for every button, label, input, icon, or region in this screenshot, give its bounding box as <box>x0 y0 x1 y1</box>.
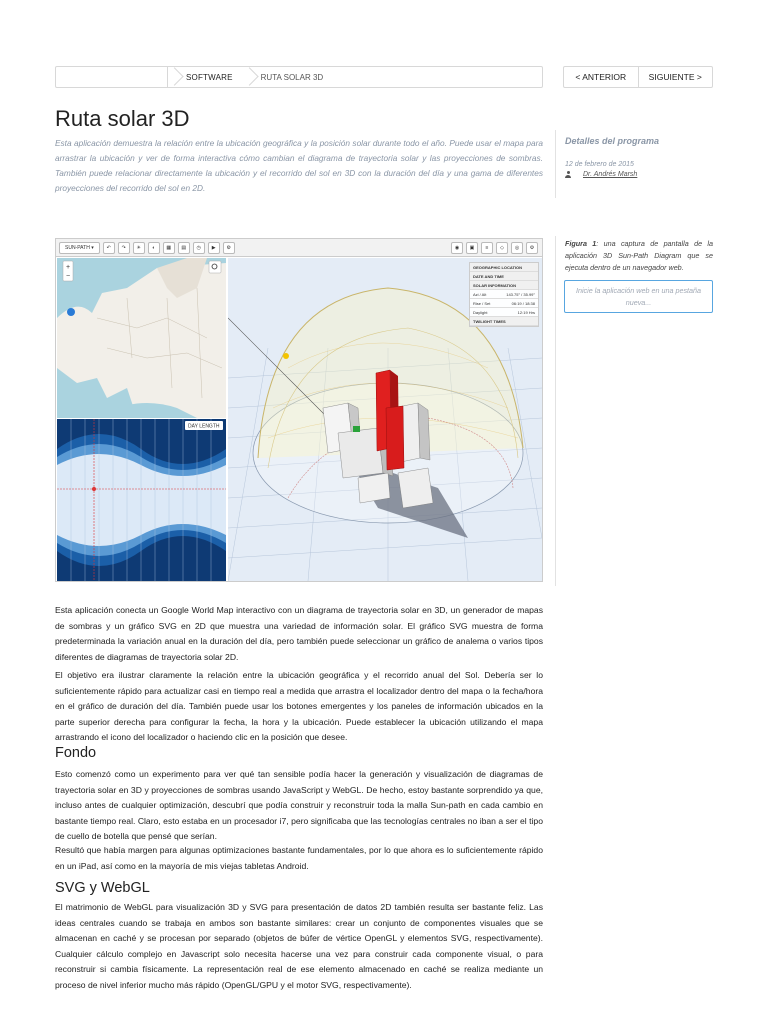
paragraph: Resultó que había margen para algunas optimizaciones bastante fundamentales, por lo que ahora es lo suficientemente rápido en un iPad, así como en la mayoría de mis viejas tabletas Android. <box>55 845 543 871</box>
camera-icon[interactable]: ▣ <box>466 242 478 254</box>
view-icon[interactable]: ◇ <box>496 242 508 254</box>
day-length-chart[interactable] <box>57 419 226 581</box>
undo-icon[interactable]: ↶ <box>103 242 115 254</box>
panel-geographic-location[interactable]: GEOGRAPHIC LOCATION <box>470 263 538 272</box>
globe-icon[interactable]: ◎ <box>511 242 523 254</box>
day-length-graphic <box>57 419 226 581</box>
launch-app-button[interactable]: Inicie la aplicación web en una pestaña nueva... <box>564 280 713 313</box>
panel-row-label: Daylight <box>473 309 488 315</box>
intro-text: Esta aplicación demuestra la relación entre la ubicación geográfica y la posición solar durante todo el año. Puede usar el mapa para arrastrar la ubicación y ver de forma interactiva cómo cambian el diagrama de trayectoria solar y las proyecciones de sombras. También puede relacionar directamente la ubicación y el recorrido del sol en 3D con la duración del día y una gama de diferentes proyecciones del recorrido del sol en 2D. <box>55 138 543 193</box>
panel-twilight-times[interactable]: TWILIGHT TIMES <box>470 317 538 326</box>
panel-row-value: 06:19 / 18:38 <box>511 300 535 306</box>
breadcrumb-item-current: RUTA SOLAR 3D <box>260 72 324 82</box>
author-line <box>565 171 637 178</box>
sun-marker-icon[interactable] <box>283 353 289 359</box>
location-marker-icon[interactable] <box>67 308 75 316</box>
figure-caption-text: : una captura de pantalla de la aplicación 3D Sun-Path Diagram que se ejecuta dentro de un navegador web. <box>565 239 713 273</box>
grid-icon[interactable]: ▦ <box>163 242 175 254</box>
next-button[interactable]: SIGUIENTE > <box>638 67 713 87</box>
breadcrumb-separator <box>243 66 251 88</box>
prev-button[interactable]: < ANTERIOR <box>575 72 627 82</box>
day-length-label: DAY LENGTH <box>188 423 220 430</box>
sidebar-divider <box>555 130 556 198</box>
paragraph: Esta aplicación conecta un Google World Map interactivo con un diagrama de trayectoria solar en 3D, un generador de mapas de sombras y un gráfico SVG en 2D que muestra una variedad de información solar. El gráfico SVG muestra de forma predeterminada la variación anual en la duración del día, pero también puede seleccionar un gráfico de analema o varios tipos diferentes de diagramas de trayectoria solar 2D. <box>55 605 543 662</box>
svg-text:−: − <box>66 273 71 280</box>
map-graphic <box>57 258 226 418</box>
app-screenshot <box>55 238 543 582</box>
layers-icon[interactable]: ≡ <box>481 242 493 254</box>
view-toolbar <box>451 242 538 254</box>
paragraph: El matrimonio de WebGL para visualización 3D y SVG para presentación de datos 2D también resulta ser bastante feliz. Las ideas centrales cuando se trabaja en ambos son bastante similares: crear un conjunto de componentes visuales que se almacenan en caché y se procesan por separado (objetos de búfer de vértice OpenGL y elementos SVG, respectivamente). Cualquier cálculo complejo en Javascript solo necesita hacerse una vez para construir cada componente visual, o para reconstruir si cambia físicamente. La representación real de ese elemento almacenado en caché se realiza mediante un proceso de nivel inferior mucho más rápido (OpenGL/GPU y el motor SVG, respectivamente). <box>55 902 543 990</box>
eye-icon[interactable]: ◉ <box>451 242 463 254</box>
calendar-icon[interactable]: ▤ <box>178 242 190 254</box>
panel-row-label: Azi / Alt <box>473 291 487 297</box>
figure-caption <box>565 238 713 275</box>
settings-icon[interactable]: ⚙ <box>223 242 235 254</box>
paragraph: Esto comenzó como un experimento para ver qué tan sensible podía hacer la generación y visualización de diagramas de trayectoria solar en 3D y proyecciones de sombras usando JavaScript y WebGL. De hecho, estoy bastante sorprendido ya que, incluso antes de cualquier optimización, descubrí que podía construir y reconstruir toda la malla Sun-path en cada cambio en bastante tiempo real. Claro, esto estaba en un procesador i7, pero significaba que las tecnologías centrales no iban a ser el tipo de cuello de botella que pensé que serían. <box>55 769 543 841</box>
publish-date: 12 de febrero de 2015 <box>565 161 634 168</box>
breadcrumb-home[interactable] <box>56 67 168 87</box>
breadcrumb-separator <box>168 66 176 88</box>
sunpath-3d-view[interactable] <box>228 258 542 581</box>
options-icon[interactable]: ⚙ <box>526 242 538 254</box>
sunpath-menu-button[interactable]: SUN-PATH ▾ <box>59 242 100 254</box>
pager <box>563 66 713 88</box>
sun-icon[interactable]: ☀ <box>133 242 145 254</box>
world-map[interactable] <box>57 258 226 418</box>
green-building-icon <box>353 426 360 432</box>
paragraph: El objetivo era ilustrar claramente la relación entre la ubicación geográfica y el recorrido anual del Sol. Debería ser lo suficientemente rápido para actualizar casi en tiempo real a medida que arrastra el localizador dentro del mapa o la fecha/hora en el gráfico de duración del día. También puede usar los botones emergentes y los paneles de información ubicados en la parte superior derecha para configurar la fecha, la hora y la ubicación. Puede establecer la ubicación utilizando el mapa arrastrando el icono del localizador o haciendo clic en la posición que desee. <box>55 670 543 742</box>
page-title: Ruta solar 3D <box>55 106 190 131</box>
panel-row <box>470 290 538 299</box>
section-heading-fondo: Fondo <box>55 745 97 761</box>
breadcrumb <box>55 66 543 88</box>
panel-row <box>470 308 538 317</box>
svg-text:+: + <box>66 264 71 271</box>
panel-row-value: 143.75° / 35.99° <box>506 291 535 297</box>
panel-row-label: Rise / Set <box>473 300 491 306</box>
date-marker-icon[interactable] <box>92 487 96 491</box>
breadcrumb-item-software[interactable]: SOFTWARE <box>186 72 233 82</box>
info-panel <box>469 262 539 327</box>
figure-label: Figura 1 <box>565 239 597 248</box>
panel-row-value: 12:19 Hrs <box>517 309 535 315</box>
person-icon <box>565 171 571 178</box>
section-heading-svg-webgl: SVG y WebGL <box>55 880 150 896</box>
author-link[interactable]: Dr. Andrés Marsh <box>583 171 638 178</box>
program-details-heading: Detalles del programa <box>565 136 660 146</box>
play-icon[interactable]: ▶ <box>208 242 220 254</box>
panel-solar-info[interactable]: SOLAR INFORMATION <box>470 281 538 290</box>
sidebar-divider <box>555 236 556 586</box>
panel-date-time[interactable]: DATE AND TIME <box>470 272 538 281</box>
sunpath-menu-label: SUN-PATH <box>65 244 90 251</box>
redo-icon[interactable]: ↷ <box>118 242 130 254</box>
shadow-icon[interactable]: ◐ <box>148 242 160 254</box>
panel-row <box>470 299 538 308</box>
clock-icon[interactable]: ◷ <box>193 242 205 254</box>
app-toolbar <box>56 239 542 257</box>
